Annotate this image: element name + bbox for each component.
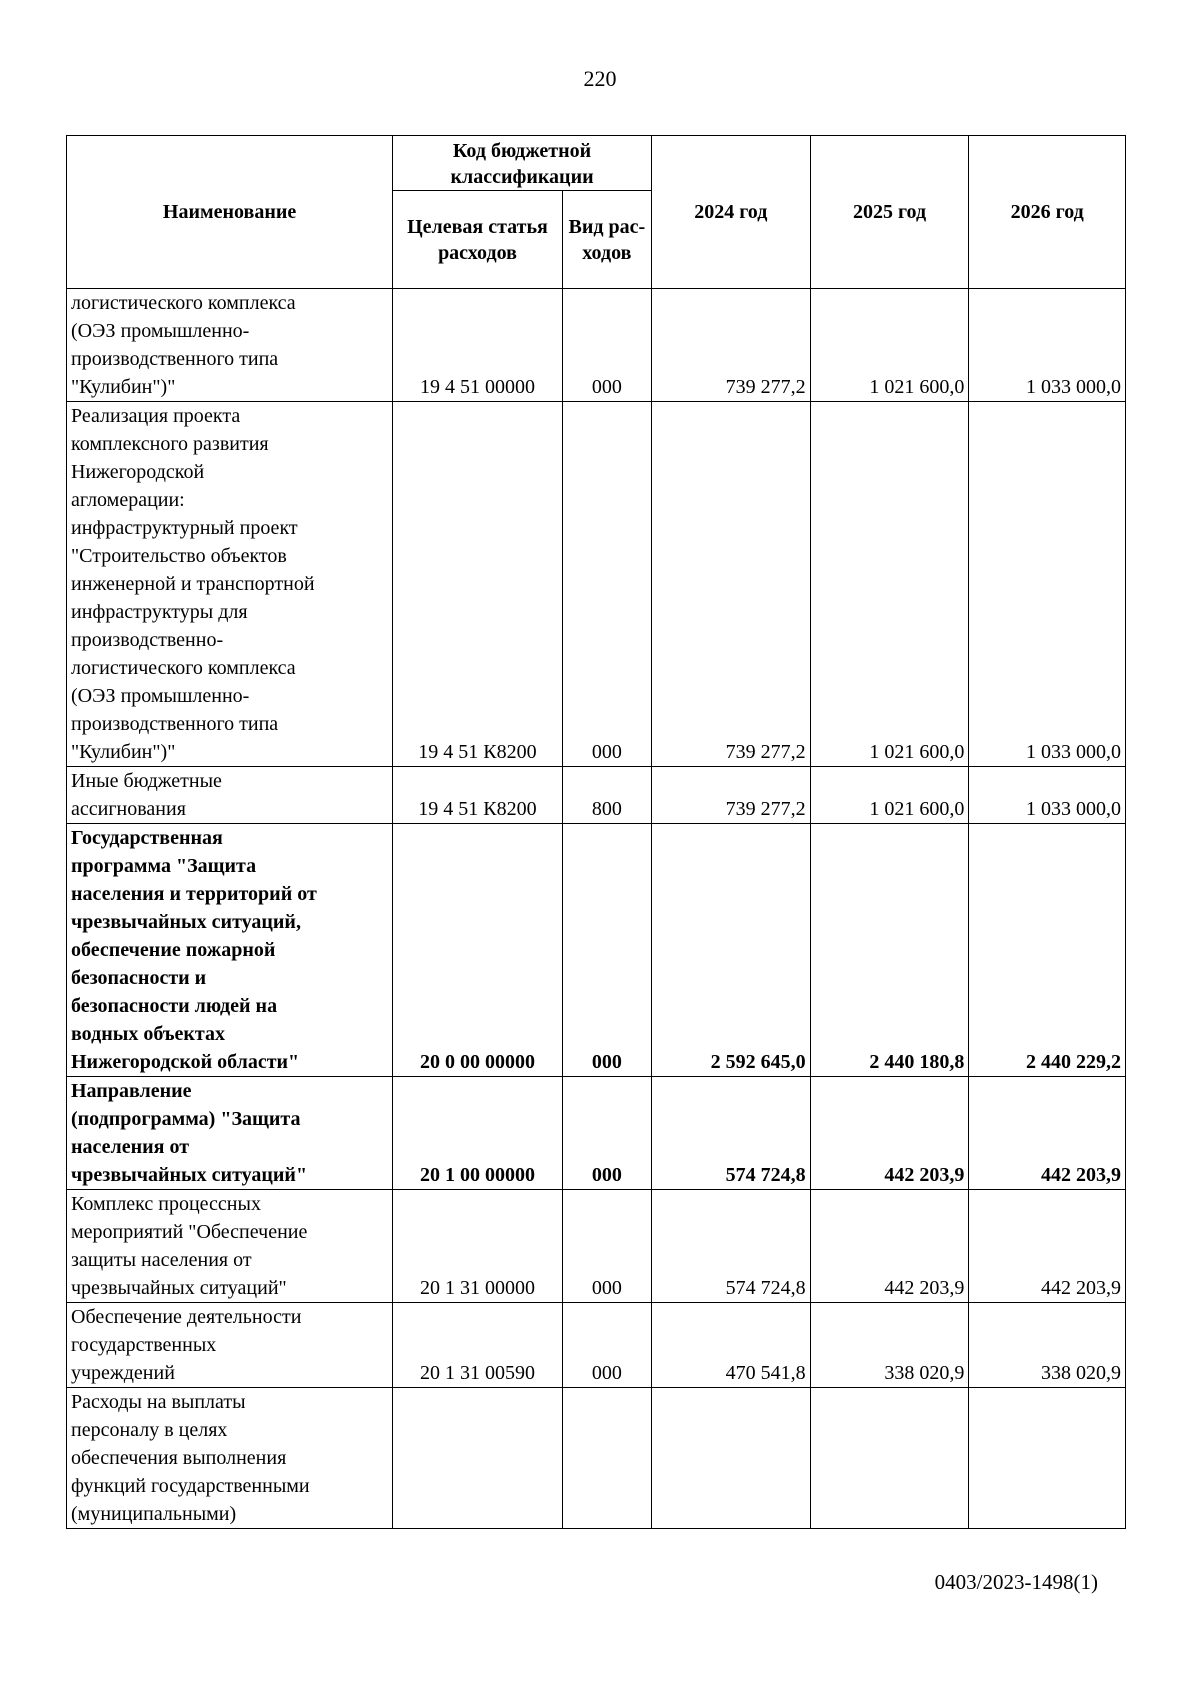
- row-value-2025: [810, 1388, 969, 1529]
- row-value-2026: 1 033 000,0: [969, 402, 1126, 767]
- document-number: 0403/2023-1498(1): [934, 1570, 1098, 1594]
- header-2026: 2026 год: [969, 136, 1126, 289]
- row-name: Государственная программа "Защита населения и территорий от чрезвычайных ситуаций, обеспечение пожарной безопасности и безопасности людей на водных объектах Нижегородской области": [67, 824, 393, 1077]
- table-row: [67, 1077, 1126, 1190]
- row-expense-type: 000: [562, 402, 651, 767]
- table-row: [67, 402, 1126, 767]
- header-2024: 2024 год: [651, 136, 810, 289]
- table-row: [67, 1388, 1126, 1529]
- row-expense-type: 000: [562, 1190, 651, 1303]
- header-2025: 2025 год: [810, 136, 969, 289]
- row-value-2026: 442 203,9: [969, 1077, 1126, 1190]
- table-row: [67, 289, 1126, 402]
- row-target-code: 20 1 00 00000: [393, 1077, 563, 1190]
- header-name: Наименование: [67, 136, 393, 289]
- row-value-2026: 1 033 000,0: [969, 289, 1126, 402]
- row-value-2025: 338 020,9: [810, 1303, 969, 1388]
- row-expense-type: 000: [562, 289, 651, 402]
- row-value-2026: 338 020,9: [969, 1303, 1126, 1388]
- row-target-code: 19 4 51 00000: [393, 289, 563, 402]
- row-value-2025: 442 203,9: [810, 1077, 969, 1190]
- row-value-2025: 1 021 600,0: [810, 767, 969, 824]
- row-target-code: 20 1 31 00590: [393, 1303, 563, 1388]
- table-row: [67, 824, 1126, 1077]
- row-value-2025: 442 203,9: [810, 1190, 969, 1303]
- row-value-2025: 1 021 600,0: [810, 289, 969, 402]
- row-target-code: 20 0 00 00000: [393, 824, 563, 1077]
- row-value-2024: 470 541,8: [651, 1303, 810, 1388]
- row-value-2026: 1 033 000,0: [969, 767, 1126, 824]
- budget-table: [66, 135, 1126, 1529]
- table-row: [67, 767, 1126, 824]
- row-name: Расходы на выплаты персоналу в целях обеспечения выполнения функций государственными (муниципальными): [67, 1388, 393, 1529]
- row-value-2026: 2 440 229,2: [969, 824, 1126, 1077]
- table-row: [67, 1303, 1126, 1388]
- row-name: Иные бюджетные ассигнования: [67, 767, 393, 824]
- row-value-2024: 739 277,2: [651, 767, 810, 824]
- row-name: Обеспечение деятельности государственных учреждений: [67, 1303, 393, 1388]
- header-code-group: Код бюджетной классификации: [393, 136, 652, 191]
- row-expense-type: 000: [562, 1303, 651, 1388]
- row-value-2024: 574 724,8: [651, 1190, 810, 1303]
- row-expense-type: [562, 1388, 651, 1529]
- row-value-2026: 442 203,9: [969, 1190, 1126, 1303]
- row-value-2026: [969, 1388, 1126, 1529]
- row-name: Направление (подпрограмма) "Защита населения от чрезвычайных ситуаций": [67, 1077, 393, 1190]
- row-expense-type: 000: [562, 824, 651, 1077]
- row-target-code: 19 4 51 К8200: [393, 767, 563, 824]
- header-target: Целевая статья расходов: [393, 191, 563, 289]
- header-vid: Вид рас- ходов: [562, 191, 651, 289]
- table-body: [67, 289, 1126, 1529]
- table-row: [67, 1190, 1126, 1303]
- page-number: 220: [583, 66, 617, 91]
- row-expense-type: 800: [562, 767, 651, 824]
- row-name: логистического комплекса (ОЭЗ промышленно- производственного типа "Кулибин")": [67, 289, 393, 402]
- row-target-code: 19 4 51 К8200: [393, 402, 563, 767]
- row-name: Реализация проекта комплексного развития Нижегородской агломерации: инфраструктурный проект "Строительство объектов инженерной и транспортной инфраструктуры для производственно- логистического комплекса (ОЭЗ промышленно- производственного типа "Кулибин")": [67, 402, 393, 767]
- row-value-2024: 2 592 645,0: [651, 824, 810, 1077]
- row-expense-type: 000: [562, 1077, 651, 1190]
- row-name: Комплекс процессных мероприятий "Обеспечение защиты населения от чрезвычайных ситуаций": [67, 1190, 393, 1303]
- row-value-2024: 739 277,2: [651, 402, 810, 767]
- row-value-2024: [651, 1388, 810, 1529]
- row-target-code: [393, 1388, 563, 1529]
- row-value-2025: 1 021 600,0: [810, 402, 969, 767]
- row-target-code: 20 1 31 00000: [393, 1190, 563, 1303]
- row-value-2024: 574 724,8: [651, 1077, 810, 1190]
- row-value-2024: 739 277,2: [651, 289, 810, 402]
- row-value-2025: 2 440 180,8: [810, 824, 969, 1077]
